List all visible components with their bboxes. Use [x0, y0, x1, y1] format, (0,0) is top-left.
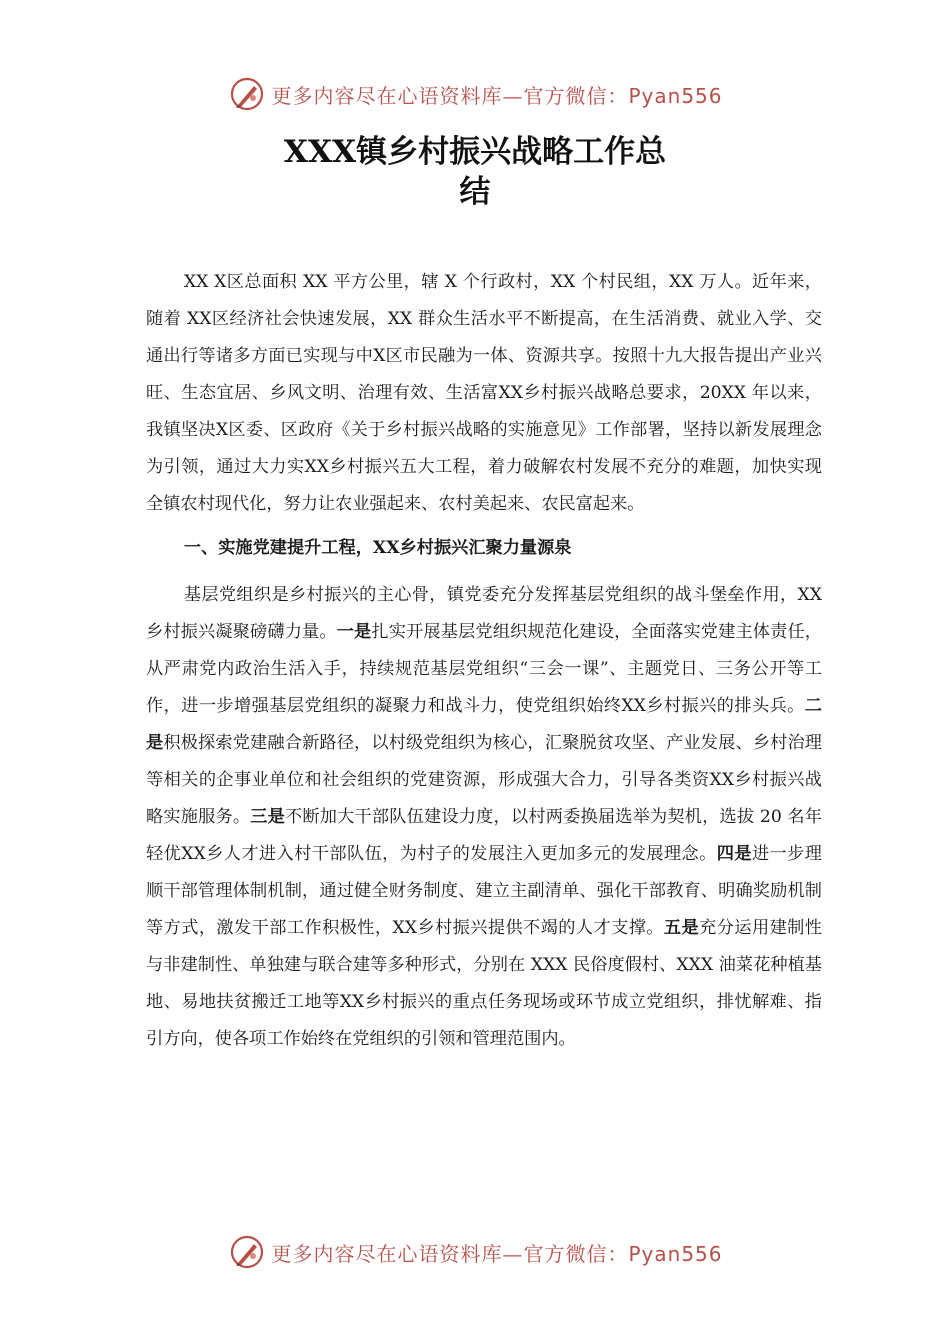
intro-paragraph: XX X区总面积 XX 平方公里，辖 X 个行政村，XX 个村民组，XX 万人。近年来，随着 XX区经济社会快速发展，XX 群众生活水平不断提高，在生活消费、就业入学、交通出行等诸多方面已实现与中X区市民融为一体、资源共享。按照十九大报告提出产业兴旺、生态宜居、乡风文明、治理有效、生活富XX乡村振兴战略总要求，20XX 年以来，我镇坚决X区委、区政府《关于乡村振兴战略的实施意见》工作部署，坚持以新发展理念为引领，通过大力实XX乡村振兴五大工程，着力破解农村发展不充分的难题，加快实现全镇农村现代化，努力让农业强起来、农村美起来、农民富起来。	[146, 272, 822, 514]
pen-logo-icon	[227, 74, 267, 114]
banner-text: 更多内容尽在心语资料库—官方微信：	[271, 83, 629, 108]
section-heading: 一、实施党建提升工程，XX乡村振兴汇聚力量源泉	[183, 538, 572, 558]
document-body	[146, 264, 822, 1058]
wechat-id: Pyan556	[628, 1241, 723, 1266]
section-lead: 基层党组织是乡村振兴的主心骨，镇党委充分发挥基层党组织的战斗堡垒作用，XX乡村振兴凝聚磅礴力量。	[146, 585, 822, 642]
point-label: 四是	[716, 844, 752, 864]
point-label: 三是	[250, 807, 286, 827]
wechat-id: Pyan556	[628, 83, 723, 108]
document-title	[0, 132, 950, 212]
point-text: 积极探索党建融合新路径，以村级党组织为核心，汇聚脱贫攻坚、产业发展、乡村治理等相关的企事业单位和社会组织的党建资源，形成强大合力，引导各类资XX乡村振兴战略实施服务。	[146, 733, 822, 827]
point-text: 扎实开展基层党组织规范化建设，全面落实党建主体责任，从严肃党内政治生活入手，持续规范基层党组织“三会一课”、主题党日、三务公开等工作，进一步增强基层党组织的凝聚力和战斗力，使党组织始终XX乡村振兴的排头兵。	[146, 622, 822, 716]
point-text: 充分运用建制性与非建制性、单独建与联合建等多种形式，分别在 XXX 民俗度假村、XXX 油菜花种植基地、易地扶贫搬迁工地等XX乡村振兴的重点任务现场或环节成立党组织，排忧解难、指引方向，使各项工作始终在党组织的引领和管理范围内。	[146, 918, 822, 1049]
point-text: 不断加大干部队伍建设力度，以村两委换届选举为契机，选拔 20 名年轻优XX乡人才进入村干部队伍，为村子的发展注入更加多元的发展理念。	[146, 807, 822, 864]
point-label: 二是	[146, 696, 822, 753]
title-line-2: 结	[459, 174, 491, 210]
banner-text: 更多内容尽在心语资料库—官方微信：	[271, 1241, 629, 1266]
title-line-1: XXX镇乡村振兴战略工作总	[283, 134, 667, 170]
point-label: 五是	[663, 918, 700, 938]
point-text: 进一步理顺干部管理体制机制，通过健全财务制度、建立主副清单、强化干部教育、明确奖励机制等方式，激发干部工作积极性，XX乡村振兴提供不竭的人才支撑。	[146, 844, 822, 938]
header-banner	[0, 74, 950, 114]
footer-banner	[0, 1232, 950, 1272]
pen-logo-icon	[227, 1232, 267, 1272]
point-label: 一是	[336, 622, 372, 642]
section-paragraph	[146, 577, 822, 1058]
